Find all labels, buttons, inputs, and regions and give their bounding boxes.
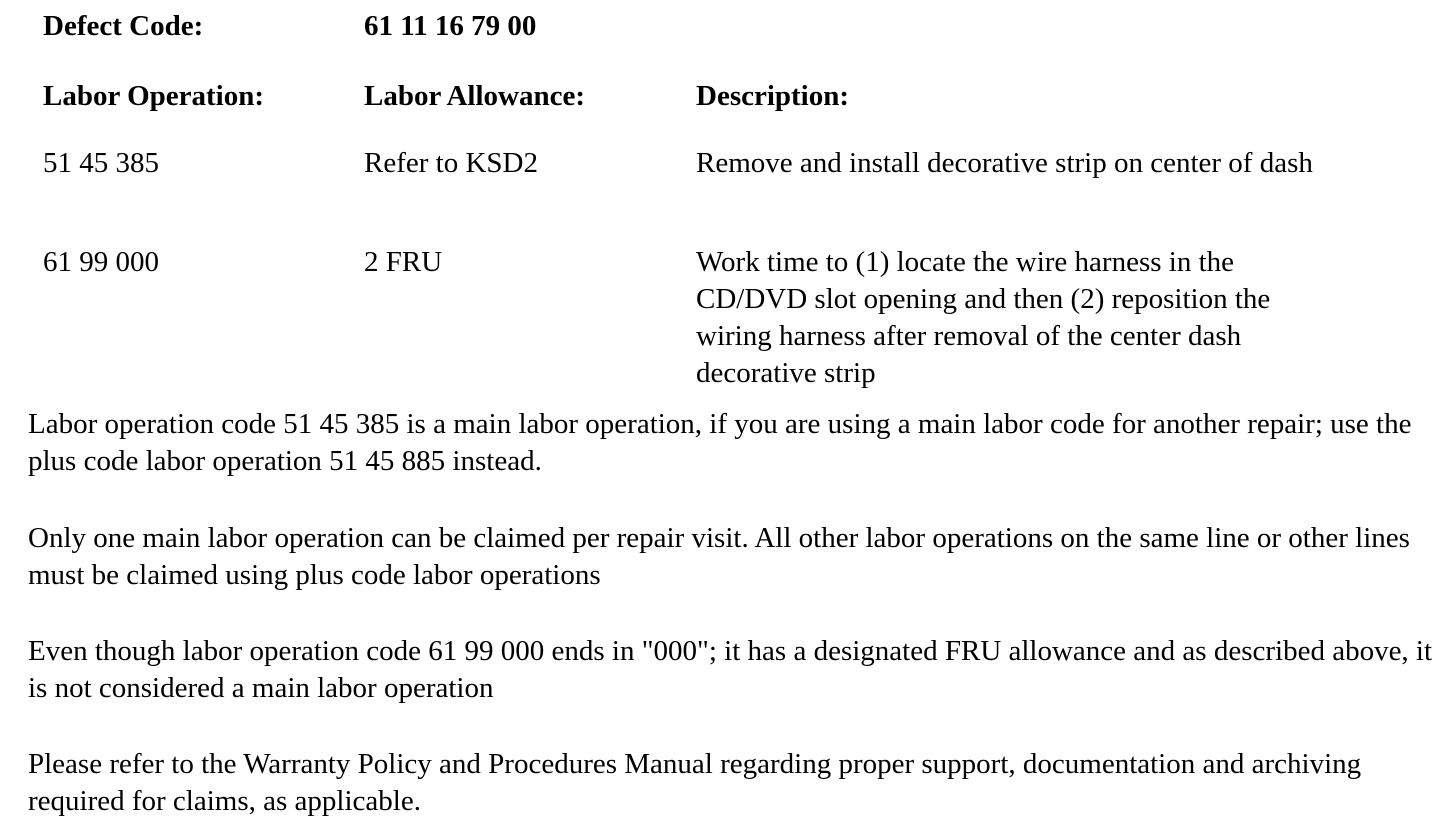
note-paragraph-one-main-operation: Only one main labor operation can be claimed per repair visit. All other labor operations on the same line or other lines must be claimed using plus code labor operations [28, 522, 1410, 591]
labor-allowance-cell: Refer to KSD2 [364, 147, 538, 179]
note-paragraph-warranty-manual: Please refer to the Warranty Policy and Procedures Manual regarding proper support, documentation and archiving required for claims, as applicable. [28, 748, 1362, 817]
note-paragraph-main-labor: Labor operation code 51 45 385 is a main labor operation, if you are using a main labor code for another repair; use the plus code labor operation 51 45 885 instead. [28, 408, 1412, 477]
labor-allowance-cell: 2 FRU [364, 246, 443, 278]
header-labor-allowance: Labor Allowance: [364, 80, 585, 112]
labor-operation-cell: 61 99 000 [43, 246, 159, 278]
header-description: Description: [696, 80, 850, 112]
header-labor-operation: Labor Operation: [43, 80, 264, 112]
description-cell: Work time to (1) locate the wire harness in the CD/DVD slot opening and then (2) reposition the wiring harness after removal of the center dash decorative strip [696, 246, 1271, 389]
note-paragraph-fru-allowance: Even though labor operation code 61 99 000 ends in "000"; it has a designated FRU allowance and as described above, it is not considered a main labor operation [28, 635, 1433, 704]
defect-code-value: 61 11 16 79 00 [364, 10, 537, 42]
defect-code-label: Defect Code: [43, 10, 204, 42]
description-cell: Remove and install decorative strip on center of dash [696, 147, 1313, 179]
labor-operation-cell: 51 45 385 [43, 147, 159, 179]
